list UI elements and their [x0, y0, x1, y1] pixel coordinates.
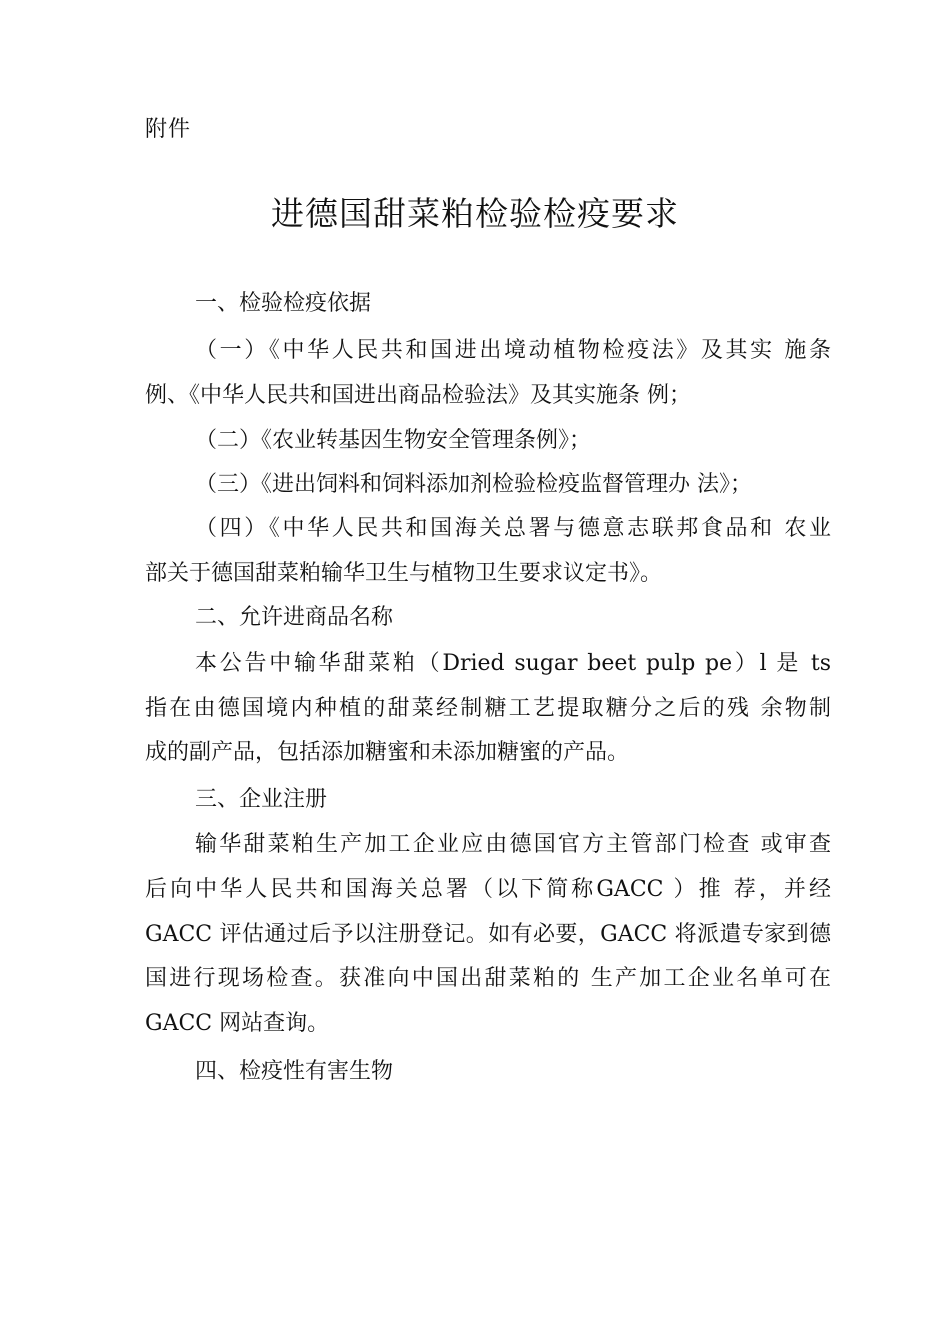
paragraph-line: 例、《中华人民共和国进出商品检验法》及其实施条 例；	[145, 383, 691, 408]
paragraph-line: 国进行现场检查。获准向中国出甜菜粕的 生产加工企业名单可在	[145, 966, 831, 991]
paragraph-line: （二）《农业转基因生物安全管理条例》；	[195, 428, 592, 453]
section-heading-3: 三、企业注册	[195, 787, 328, 812]
annex-label: 附件	[145, 117, 192, 142]
paragraph-line: 成的副产品，包括添加糖蜜和未添加糖蜜的产品。	[145, 740, 630, 765]
paragraph-line: 后向中华人民共和国海关总署（以下简称GACC ）推 荐，并经	[145, 877, 831, 902]
paragraph-line: 部关于德国甜菜粕输华卫生与植物卫生要求议定书》。	[145, 561, 663, 586]
paragraph-line: （四）《中华人民共和国海关总署与德意志联邦食品和 农业	[195, 516, 831, 541]
paragraph-line: 本公告中输华甜菜粕（Dried sugar beet pulp pe）l 是 ts	[195, 651, 831, 676]
paragraph-line: GACC 评估通过后予以注册登记。如有必要，GACC 将派遣专家到德	[145, 922, 831, 947]
paragraph-line: 指在由德国境内种植的甜菜经制糖工艺提取糖分之后的残 余物制	[145, 696, 831, 721]
document-title: 进德国甜菜粕检验检疫要求	[271, 194, 679, 233]
paragraph-line: GACC 网站查询。	[145, 1011, 330, 1036]
paragraph-line: （一）《中华人民共和国进出境动植物检疫法》及其实 施条	[195, 338, 831, 363]
section-heading-2: 二、允许进商品名称	[195, 605, 394, 630]
paragraph-line: 输华甜菜粕生产加工企业应由德国官方主管部门检查 或审查	[195, 832, 831, 857]
paragraph-line: （三）《进出饲料和饲料添加剂检验检疫监督管理办 法》；	[195, 472, 752, 497]
section-heading-1: 一、检验检疫依据	[195, 291, 372, 316]
section-heading-4: 四、检疫性有害生物	[195, 1059, 394, 1084]
